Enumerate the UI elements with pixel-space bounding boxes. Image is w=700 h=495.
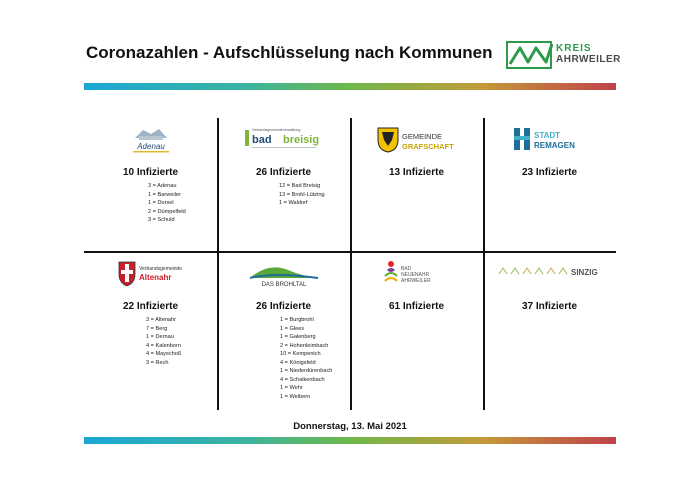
remagen-bridge-icon — [510, 124, 590, 154]
logo-text: REMAGEN — [533, 141, 575, 150]
infected-count: 22 Infizierte — [122, 301, 179, 312]
list-item: 12 = Bad Breisig — [279, 183, 321, 189]
bad-breisig-logo — [217, 122, 350, 156]
list-item: 3 = Adenau — [148, 183, 177, 189]
brand-line1: KREIS — [556, 43, 592, 54]
list-item: 4 = Königsfeld — [280, 359, 316, 366]
bad-breisig-wordmark-icon — [239, 124, 329, 154]
list-item: 3 = Rech — [146, 359, 169, 366]
municipality-grid — [84, 118, 616, 410]
logo-text: DAS BROHLTAL — [261, 282, 306, 288]
list-item: 1 = Niederdürenbach — [280, 368, 333, 374]
list-item: 4 = Schalkenbach — [280, 376, 325, 383]
bottom-gradient-bar — [84, 437, 616, 444]
page-title: Coronazahlen - Aufschlüsselung nach Kommunen — [86, 43, 493, 62]
list-item: 1 = Wehr — [280, 385, 303, 391]
altenahr-coat-of-arms-icon — [111, 258, 191, 288]
list-item: 1 = Galenberg — [280, 334, 316, 340]
list-item: 2 = Hohenleimbach — [280, 342, 329, 349]
bad-neuenahr-figure-icon — [377, 258, 457, 288]
infected-count: 26 Infizierte — [255, 301, 312, 312]
kreis-ahrweiler-emblem-icon — [506, 40, 554, 70]
grafschaft-logo — [350, 122, 483, 156]
detail-list — [279, 182, 325, 208]
cell-sinzig — [483, 252, 616, 385]
top-gradient-bar — [84, 83, 616, 90]
list-item: 10 = Kempenich — [280, 351, 321, 357]
list-item: 4 = Kalenborn — [146, 342, 181, 349]
logo-text: AHRWEILER — [400, 278, 431, 284]
brohltal-logo — [217, 256, 350, 290]
adenau-logo — [84, 122, 217, 156]
logo-text: GEMEINDE — [401, 132, 442, 141]
brohltal-hills-icon — [244, 258, 324, 288]
logo-text: NEUENAHR — [400, 272, 429, 278]
list-item: 1 = Waldorf — [279, 200, 308, 206]
list-item: 1 = Dorsel — [148, 200, 174, 206]
cell-adenau — [84, 118, 217, 251]
grafschaft-coat-of-arms-icon — [372, 124, 462, 154]
cell-altenahr — [84, 252, 217, 385]
infected-count: 23 Infizierte — [521, 167, 578, 178]
list-item: 2 = Dümpelfeld — [148, 208, 186, 215]
infected-count: 10 Infizierte — [122, 167, 179, 178]
list-item: 1 = Burgbrohl — [280, 317, 314, 323]
list-item: 13 = Brohl-Lützing — [279, 191, 325, 198]
logo-text: Verbandsgemeinde — [138, 266, 182, 272]
list-item: 7 = Berg — [146, 325, 168, 332]
detail-list — [280, 316, 332, 401]
logo-text: Altenahr — [138, 273, 171, 282]
cell-bad-breisig — [217, 118, 350, 251]
cell-brohltal — [217, 252, 350, 400]
logo-text: STADT — [533, 131, 560, 140]
remagen-logo — [483, 122, 616, 156]
logo-text: Adenau — [136, 142, 165, 151]
brand-line2: AHRWEILER — [556, 54, 621, 65]
infected-count: 61 Infizierte — [388, 301, 445, 312]
adenau-castle-icon — [121, 124, 181, 154]
list-item: 1 = Barweiler — [148, 191, 181, 198]
logo-text: Verbandsgemeindeverwaltung — [251, 128, 300, 132]
list-item: 1 = Dernau — [146, 334, 174, 340]
list-item: 1 = Glees — [280, 325, 305, 332]
infected-count: 26 Infizierte — [255, 167, 312, 178]
list-item: 3 = Altenahr — [146, 317, 177, 323]
bad-neuenahr-ahrweiler-logo — [350, 256, 483, 290]
infected-count: 37 Infizierte — [521, 301, 578, 312]
logo-text: SINZIG — [570, 268, 598, 277]
detail-list — [146, 316, 181, 367]
logo-text: GRAFSCHAFT — [401, 142, 454, 151]
list-item: 1 = Weibern — [280, 393, 311, 400]
cell-grafschaft — [350, 118, 483, 251]
list-item: 4 = Mayschoß — [146, 351, 182, 357]
cell-remagen — [483, 118, 616, 251]
logo-text: BAD — [400, 266, 411, 272]
cell-bad-neuenahr-ahrweiler — [350, 252, 483, 385]
report-date: Donnerstag, 13. Mai 2021 — [293, 421, 407, 432]
logo-text: bad — [251, 134, 272, 146]
logo-text: breisig — [282, 134, 319, 146]
infected-count: 13 Infizierte — [388, 167, 445, 178]
sinzig-logo — [483, 256, 616, 290]
detail-list — [148, 182, 186, 225]
sinzig-icons-row-icon — [495, 258, 605, 288]
list-item: 3 = Schuld — [148, 217, 175, 223]
altenahr-logo — [84, 256, 217, 290]
kreis-ahrweiler-logo — [506, 40, 621, 70]
